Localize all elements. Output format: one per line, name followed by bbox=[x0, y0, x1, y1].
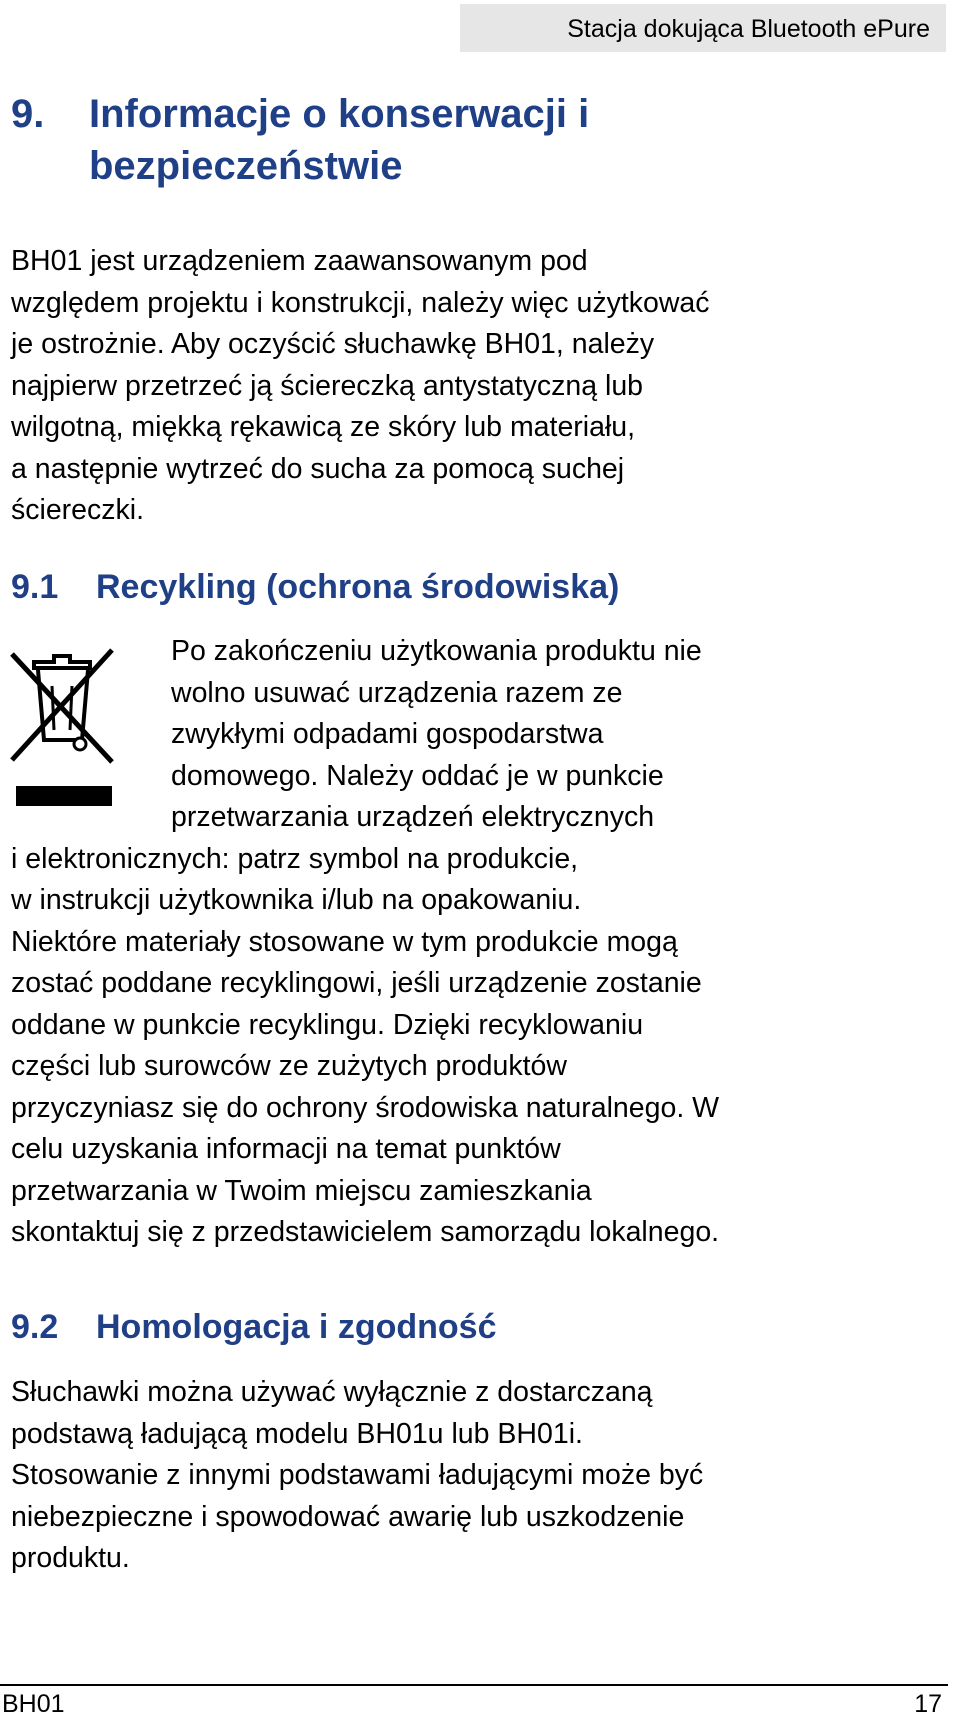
paragraph-line: oddane w punkcie recyklingu. Dzięki recyklowaniu bbox=[11, 1008, 644, 1041]
paragraph-line: przyczyniasz się do ochrony środowiska naturalnego. W bbox=[11, 1091, 720, 1124]
section-9-paragraph bbox=[11, 241, 710, 532]
paragraph-line: a następnie wytrzeć do sucha za pomocą suchej bbox=[11, 452, 625, 485]
paragraph-line: je ostrożnie. Aby oczyścić słuchawkę BH01, należy bbox=[11, 328, 655, 360]
section-9-2-paragraph bbox=[11, 1372, 703, 1580]
page-number: 17 bbox=[914, 1690, 942, 1718]
paragraph-line: Niektóre materiały stosowane w tym produkcie mogą bbox=[11, 925, 678, 958]
section-9-1-title: Recykling (ochrona środowiska) bbox=[96, 568, 620, 606]
paragraph-line: niebezpieczne i spowodować awarię lub uszkodzenie bbox=[11, 1500, 685, 1533]
section-9-number: 9. bbox=[11, 92, 45, 136]
paragraph-line: domowego. Należy oddać je w punkcie bbox=[171, 759, 664, 792]
paragraph-line: wilgotną, miękką rękawicą ze skóry lub materiału, bbox=[11, 411, 636, 443]
section-9-title-line2: bezpieczeństwie bbox=[89, 144, 403, 188]
footer-divider bbox=[0, 1684, 948, 1686]
section-9-title-line1: Informacje o konserwacji i bbox=[89, 92, 590, 136]
paragraph-line: ściereczki. bbox=[11, 494, 145, 526]
running-header bbox=[460, 4, 946, 52]
paragraph-line: i elektronicznych: patrz symbol na produkcie, bbox=[11, 842, 579, 875]
running-header-title: Stacja dokująca Bluetooth ePure bbox=[567, 15, 930, 43]
paragraph-line: części lub surowców ze zużytych produktów bbox=[11, 1050, 567, 1082]
paragraph-line: Po zakończeniu użytkowania produktu nie bbox=[171, 635, 702, 667]
paragraph-line: produktu. bbox=[11, 1542, 130, 1574]
paragraph-line: podstawą ładującą modelu BH01u lub BH01i. bbox=[11, 1417, 583, 1450]
paragraph-line: celu uzyskania informacji na temat punktów bbox=[11, 1133, 561, 1165]
paragraph-line: wolno usuwać urządzenia razem ze bbox=[171, 676, 623, 709]
paragraph-line: w instrukcji użytkownika i/lub na opakowaniu. bbox=[11, 884, 582, 916]
paragraph-line: względem projektu i konstrukcji, należy więc użytkować bbox=[11, 286, 710, 319]
paragraph-line: Słuchawki można używać wyłącznie z dostarczaną bbox=[11, 1376, 653, 1408]
paragraph-line: skontaktuj się z przedstawicielem samorządu lokalnego. bbox=[11, 1216, 720, 1248]
paragraph-line: przetwarzania urządzeń elektrycznych bbox=[171, 801, 655, 833]
section-9-heading bbox=[11, 88, 589, 192]
section-9-1-number: 9.1 bbox=[11, 568, 59, 606]
paragraph-line: zwykłymi odpadami gospodarstwa bbox=[171, 718, 604, 750]
paragraph-line: najpierw przetrzeć ją ściereczką antystatyczną lub bbox=[11, 369, 644, 402]
paragraph-line: BH01 jest urządzeniem zaawansowanym pod bbox=[11, 245, 588, 277]
section-9-1-paragraph bbox=[11, 631, 719, 1254]
paragraph-line: zostać poddane recyklingowi, jeśli urządzenie zostanie bbox=[11, 967, 702, 999]
paragraph-line: przetwarzania w Twoim miejscu zamieszkania bbox=[11, 1174, 592, 1207]
section-9-2-title: Homologacja i zgodność bbox=[96, 1308, 497, 1346]
paragraph-line: Stosowanie z innymi podstawami ładującymi może być bbox=[11, 1459, 704, 1491]
footer-model: BH01 bbox=[2, 1690, 65, 1718]
section-9-1-heading bbox=[11, 568, 619, 607]
section-9-2-number: 9.2 bbox=[11, 1308, 59, 1346]
section-9-2-heading bbox=[11, 1308, 496, 1347]
